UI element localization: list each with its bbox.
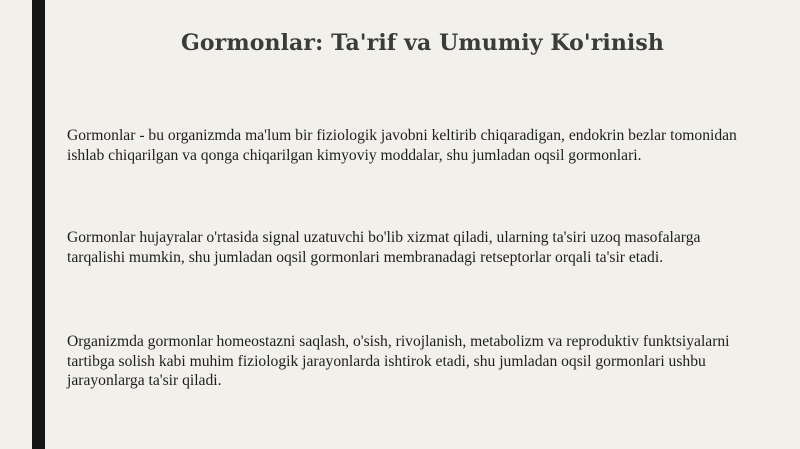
paragraph-signaling: Gormonlar hujayralar o'rtasida signal uzatuvchi bo'lib xizmat qiladi, ularning ta'siri uzoq masofalarga tarqalishi mumkin, shu jumladan oqsil gormonlari membranadagi retseptorlar orqali ta'sir etadi.: [67, 229, 701, 266]
paragraph-definition: Gormonlar - bu organizmda ma'lum bir fiziologik javobni keltirib chiqaradigan, endokrin bezlar tomonidan ishlab chiqarilgan va qonga chiqarilgan kimyoviy moddalar, shu jumladan oqsil gormonlari.: [67, 127, 737, 164]
paragraph-functions: Organizmda gormonlar homeostazni saqlash, o'sish, rivojlanish, metabolizm va reproduktiv funktsiyalarni tartibga solish kabi muhim fiziologik jarayonlarda ishtirok etadi, shu jumladan oqsil gormonlari ushbu jarayonlarga ta'sir qiladi.: [67, 333, 730, 389]
accent-bar: [32, 0, 45, 449]
slide-title: Gormonlar: Ta'rif va Umumiy Ko'rinish: [181, 30, 664, 56]
